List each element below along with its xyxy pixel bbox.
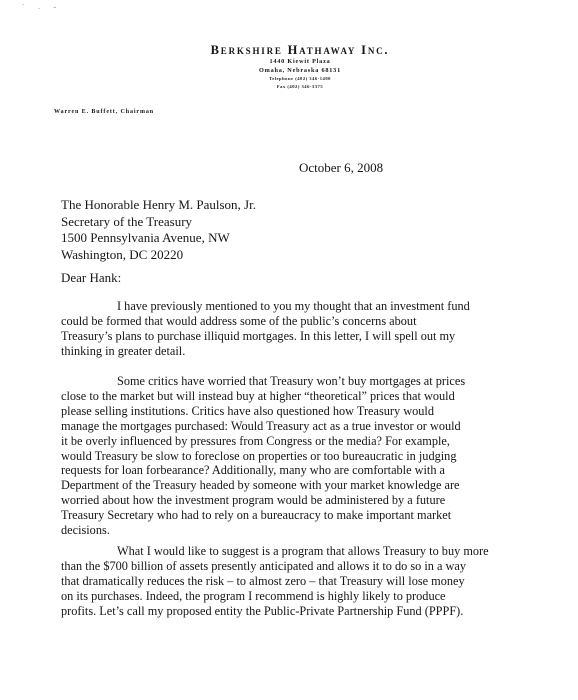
paragraph-line: could be formed that would address some of the public’s concerns about bbox=[61, 313, 417, 328]
paragraph-line: thinking in greater detail. bbox=[61, 343, 186, 358]
paragraph-line: it be overly influenced by pressures from Congress or the media? For example, bbox=[61, 433, 450, 448]
paragraph-line: Some critics have worried that Treasury won’t buy mortgages at prices bbox=[117, 374, 466, 388]
letter-date: October 6, 2008 bbox=[299, 160, 384, 175]
addressee-block bbox=[61, 197, 256, 263]
scan-marks: ` . - bbox=[22, 3, 62, 11]
chairman-line: Warren E. Buffett, Chairman bbox=[54, 109, 155, 115]
paragraph-line: What I would like to suggest is a program that allows Treasury to buy more bbox=[117, 544, 489, 558]
paragraph-line: I have previously mentioned to you my thought that an investment fund bbox=[117, 299, 470, 313]
letterhead bbox=[150, 42, 450, 91]
addressee-line: The Honorable Henry M. Paulson, Jr. bbox=[61, 197, 256, 212]
paragraph-2 bbox=[61, 374, 465, 538]
paragraph-line: please selling institutions. Critics have also questioned how Treasury would bbox=[61, 403, 434, 418]
paragraph-line: Department of the Treasury headed by someone with your market knowledge are bbox=[61, 478, 460, 493]
addressee-line: Secretary of the Treasury bbox=[61, 213, 193, 229]
letterhead-city: Omaha, Nebraska 68131 bbox=[259, 66, 341, 74]
paragraph-3 bbox=[61, 544, 489, 619]
salutation: Dear Hank: bbox=[61, 270, 122, 285]
paragraph-1 bbox=[61, 299, 470, 359]
paragraph-line: decisions. bbox=[61, 523, 110, 538]
paragraph-line: Treasury’s plans to purchase illiquid mortgages. In this letter, I will spell out my bbox=[61, 328, 456, 343]
letterhead-street: 1440 Kiewit Plaza bbox=[269, 58, 331, 65]
paragraph-line: close to the market but will instead buy at higher “theoretical” prices that would bbox=[61, 388, 455, 403]
paragraph-line: worried about how the investment program would be administered by a future bbox=[61, 493, 446, 508]
letterhead-fax: Fax (402) 346-3375 bbox=[276, 84, 324, 90]
addressee-line: 1500 Pennsylvania Avenue, NW bbox=[61, 230, 230, 245]
paragraph-line: would Treasury be slow to foreclose on properties or too bureaucratic in judging bbox=[61, 448, 457, 463]
paragraph-line: profits. Let’s call my proposed entity the Public-Private Partnership Fund (PPPF). bbox=[61, 603, 464, 618]
paragraph-line: than the $700 billion of assets presently anticipated and allows it to do so in a way bbox=[61, 558, 467, 573]
paragraph-line: Treasury Secretary who had to rely on a bureaucracy to make important market bbox=[61, 508, 452, 523]
paragraph-line: on its purchases. Indeed, the program I recommend is highly likely to produce bbox=[61, 588, 446, 603]
company-name: Berkshire Hathaway Inc. bbox=[210, 43, 390, 57]
paragraph-line: that dramatically reduces the risk – to almost zero – that Treasury will lose money bbox=[61, 573, 465, 588]
paragraph-line: manage the mortgages purchased: Would Treasury act as a true investor or would bbox=[61, 418, 461, 433]
paragraph-line: requests for loan forbearance? Additionally, many who are comfortable with a bbox=[61, 463, 446, 478]
addressee-line: Washington, DC 20220 bbox=[61, 246, 184, 262]
letterhead-telephone: Telephone (402) 346-1400 bbox=[269, 76, 331, 82]
